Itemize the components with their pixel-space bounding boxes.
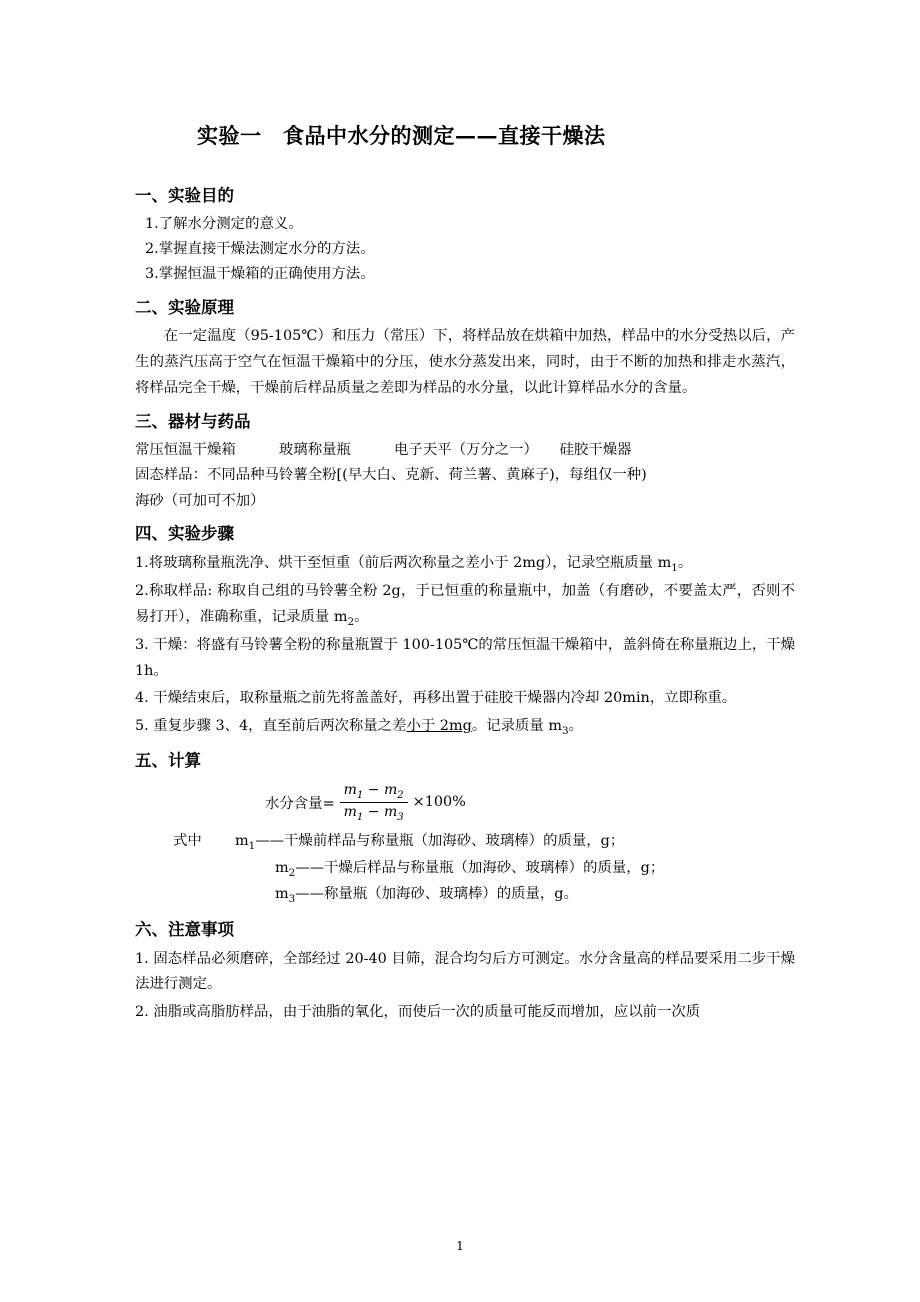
where-label: 式中 — [173, 832, 202, 849]
section-heading-notes: 六、注意事项 — [135, 919, 234, 939]
formula-suffix: ×100% — [412, 794, 466, 811]
procedure-step-3: 3. 干燥：将盛有马铃薯全粉的称量瓶置于 100-105℃的常压恒温干燥箱中，盖斜倚在称量瓶边上，干燥 1h。 — [135, 637, 796, 679]
procedure-step-5: 5. 重复步骤 3、4，直至前后两次称量之差小于 2mg。记录质量 $m_3$。 — [135, 718, 584, 737]
where-text-m3: ——称量瓶（加海砂、玻璃棒）的质量，g。 — [295, 886, 578, 903]
where-text-m2: ——干燥后样品与称量瓶（加海砂、玻璃棒）的质量，g； — [295, 859, 665, 876]
where-symbol-m1: $m_1$ — [235, 832, 256, 852]
document-content — [135, 120, 795, 1028]
purpose-item-3: 3.掌握恒温干燥箱的正确使用方法。 — [145, 266, 375, 283]
formula-where-line-3 — [135, 882, 795, 909]
procedure-step-2: 2.称取样品: 称取自己组的马铃薯全粉 2g，于已恒重的称量瓶中，加盖（有磨砂，不要盖太严，否则不易打开），准确称重，记录质量 $m_2$。 — [135, 583, 795, 628]
formula-label: 水分含量= — [265, 795, 335, 812]
section-heading-principle: 二、实验原理 — [135, 297, 234, 317]
formula-denominator: $m_1 - m_3$ — [343, 803, 404, 823]
calculation-formula — [135, 782, 795, 823]
section-heading-calculation: 五、计算 — [135, 751, 201, 771]
where-symbol-m3: $m_3$ — [275, 886, 296, 906]
formula-where-line-2 — [135, 856, 795, 883]
purpose-item-1: 1.了解水分测定的意义。 — [145, 215, 303, 232]
section-heading-procedure: 四、实验步骤 — [135, 524, 234, 544]
where-text-m1: ——干燥前样品与称量瓶（加海砂、玻璃棒）的质量，g； — [255, 832, 625, 849]
note-item-1: 1. 固态样品必须磨碎，全部经过 20-40 目筛，混合均匀后方可测定。水分含量高的样品要采用二步干燥法进行测定。 — [135, 950, 795, 993]
principle-paragraph: 在一定温度（95-105℃）和压力（常压）下，将样品放在烘箱中加热，样品中的水分受热以后，产生的蒸汽压高于空气在恒温干燥箱中的分压，使水分蒸发出来，同时，由于不断的加热和排走水蒸汽，将样品完全干燥，干燥前后样品质量之差即为样品的水分量，以此计算样品水分的含量。 — [135, 328, 795, 396]
materials-line-1: 常压恒温干燥箱 玻璃称量瓶 电子天平（万分之一） 硅胶干燥器 — [135, 442, 632, 459]
materials-line-3: 海砂（可加可不加） — [135, 492, 265, 509]
materials-line-2: 固态样品：不同品种马铃薯全粉[(早大白、克新、荷兰薯、黄麻子)，每组仅一种) — [135, 467, 647, 484]
page-title: 实验一 食品中水分的测定——直接干燥法 — [197, 123, 606, 148]
formula-numerator: $m_1 - m_2$ — [340, 782, 408, 803]
page-number: 1 — [456, 1238, 464, 1253]
formula-fraction — [340, 782, 408, 823]
note-item-2: 2. 油脂或高脂肪样品，由于油脂的氧化，而使后一次的质量可能反而增加，应以前一次质 — [135, 1003, 701, 1020]
formula-where-line-1 — [135, 829, 795, 856]
section-heading-purpose: 一、实验目的 — [135, 186, 234, 205]
section-heading-materials: 三、器材与药品 — [135, 412, 251, 432]
procedure-step-1: 1.将玻璃称量瓶洗净、烘干至恒重（前后两次称量之差小于 2mg），记录空瓶质量 $m_1$。 — [135, 554, 693, 574]
purpose-item-2: 2.掌握直接干燥法测定水分的方法。 — [145, 241, 375, 258]
where-symbol-m2: $m_2$ — [275, 859, 296, 879]
procedure-step-4: 4. 干燥结束后，取称量瓶之前先将盖盖好，再移出置于硅胶干燥器内冷却 20min，立即称重。 — [135, 690, 737, 707]
